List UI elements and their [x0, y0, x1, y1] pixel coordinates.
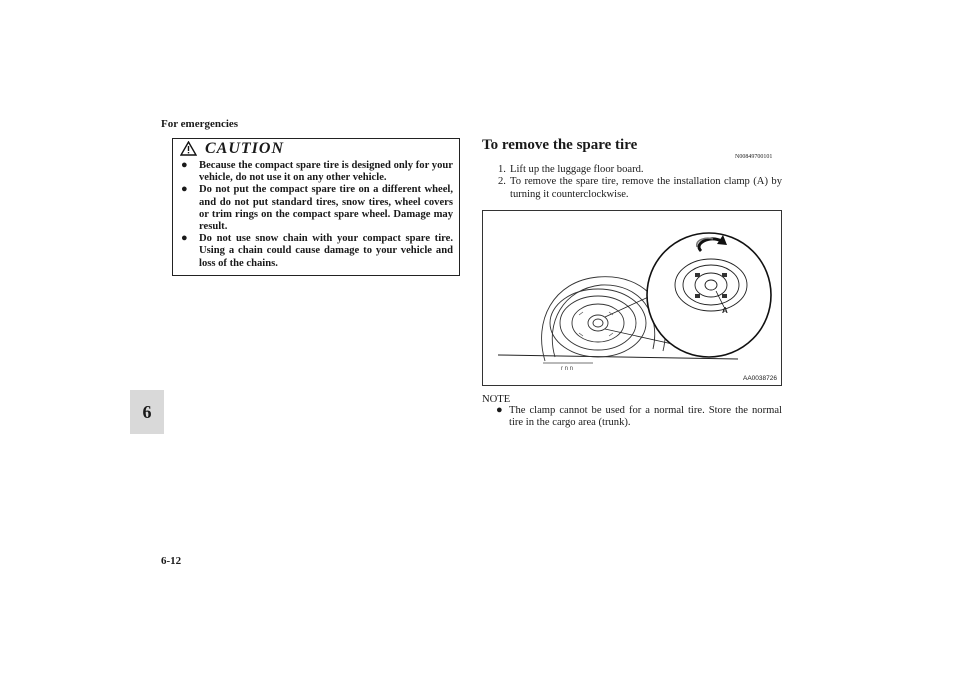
caution-label: CAUTION — [205, 140, 285, 157]
bullet-icon: ● — [181, 159, 188, 171]
figure-code: AA0038726 — [743, 375, 777, 382]
bullet-icon: ● — [181, 183, 188, 196]
step-item — [498, 164, 782, 176]
note-label: NOTE — [482, 394, 511, 405]
svg-text:r n n: r n n — [561, 366, 574, 372]
callout-label-a: A — [722, 306, 728, 315]
step-text: Lift up the luggage floor board. — [510, 164, 644, 175]
caution-box — [172, 138, 460, 276]
caution-item-text: Because the compact spare tire is designed only for your vehicle, do not use it on any other vehicle. — [199, 160, 453, 184]
caution-item — [179, 184, 453, 233]
chapter-number: 6 — [142, 401, 152, 422]
note-body — [496, 405, 782, 430]
warning-triangle-icon — [180, 141, 197, 156]
step-text: To remove the spare tire, remove the installation clamp (A) by turning it counterclockwise. — [510, 176, 782, 200]
section-code: N00849700101 — [735, 154, 773, 160]
note-item — [496, 405, 782, 430]
step-number: 1. — [498, 164, 506, 175]
page-number: 6-12 — [161, 555, 182, 567]
caution-list — [179, 160, 453, 270]
bullet-icon: ● — [181, 232, 188, 245]
spare-tire-figure — [482, 210, 782, 386]
note-item-text: The clamp cannot be used for a normal tire. Store the normal tire in the cargo area (trunk). — [509, 405, 782, 429]
header-title: For emergencies — [161, 118, 239, 130]
caution-item — [179, 233, 453, 270]
caution-header — [173, 139, 459, 159]
step-number: 2. — [498, 176, 506, 188]
caution-item-text: Do not put the compact spare tire on a different wheel, and do not put standard tires, snow tires, wheel covers or trim rings on the compact spare wheel. Damage may result. — [199, 184, 453, 233]
chapter-tab — [130, 390, 164, 434]
bullet-icon: ● — [496, 404, 503, 416]
section-title: To remove the spare tire — [482, 137, 638, 153]
caution-item — [179, 160, 453, 184]
steps-list — [498, 164, 782, 201]
caution-item-text: Do not use snow chain with your compact spare tire. Using a chain could cause damage to your vehicle and loss of the chains. — [199, 233, 453, 269]
spare-tire-illustration — [483, 211, 782, 386]
step-item — [498, 176, 782, 201]
